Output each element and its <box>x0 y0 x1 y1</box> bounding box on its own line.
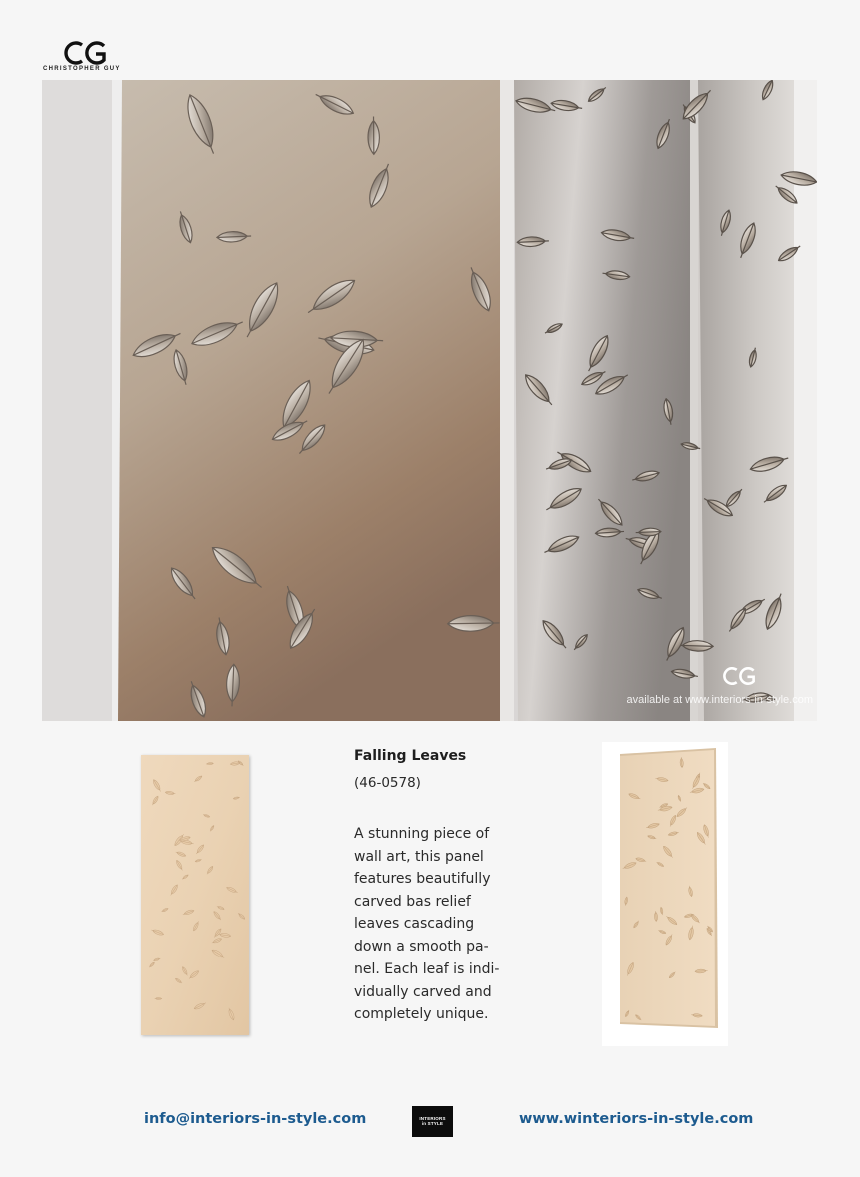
description-line: completely unique. <box>354 1006 489 1022</box>
product-thumbnail-front <box>141 755 249 1035</box>
logo-wordmark: CHRISTOPHER GUY <box>43 66 121 72</box>
description-line: vidually carved and <box>354 983 492 1000</box>
description-line: wall art, this panel <box>354 848 484 865</box>
badge-line-2: in STYLE <box>421 1121 444 1126</box>
product-thumbnail-angled-frame <box>602 742 728 1046</box>
description-line: nel. Each leaf is indi- <box>354 961 500 977</box>
product-info <box>354 745 509 1026</box>
footer-website-link[interactable]: www.winteriors-in-style.com <box>519 1111 754 1127</box>
description-line: down a smooth pa- <box>354 938 489 955</box>
product-title: Falling Leaves <box>354 748 467 764</box>
product-code: (46-0578) <box>354 775 421 791</box>
badge-line-1: INTERIORS <box>419 1116 446 1121</box>
product-thumbnail-angled <box>602 742 728 1046</box>
hero-illustration <box>42 80 817 721</box>
description-line: features beautifully <box>354 871 491 887</box>
hero-photo-wall-panels <box>42 80 817 721</box>
hero-watermark-text: available at www.interiors-in-style.com <box>626 694 813 706</box>
christopher-guy-logo <box>43 40 127 76</box>
description-line: carved bas relief <box>354 893 471 910</box>
product-description <box>354 823 509 1026</box>
footer-email-link[interactable]: info@interiors-in-style.com <box>144 1111 367 1127</box>
description-line: leaves cascading <box>354 916 475 932</box>
interiors-in-style-badge <box>412 1106 453 1137</box>
watermark-cg-mark <box>722 666 756 686</box>
description-line: A stunning piece of <box>354 826 490 842</box>
cg-logo-mark <box>63 40 107 66</box>
